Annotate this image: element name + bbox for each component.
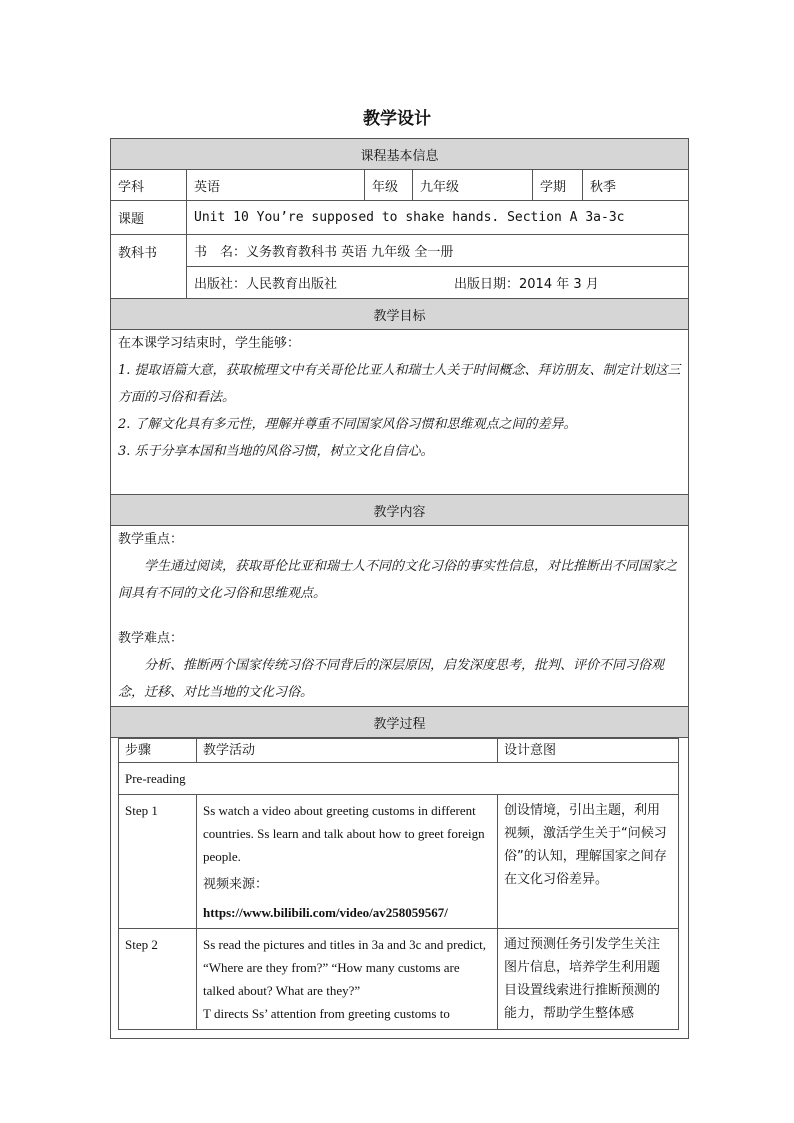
- subject-value: 英语: [187, 170, 365, 201]
- topic-label: 课题: [111, 201, 187, 235]
- column-header-intent: 设计意图: [498, 739, 679, 763]
- basic-info-header: 课程基本信息: [111, 139, 689, 170]
- column-header-step: 步骤: [119, 739, 197, 763]
- activity-text: T directs Ss’ attention from greeting customs to: [203, 1006, 450, 1021]
- column-header-activity: 教学活动: [197, 739, 498, 763]
- document-title: 教学设计: [363, 109, 431, 129]
- textbook-label: 教科书: [111, 235, 187, 299]
- publisher: 出版社：人民教育出版社: [194, 277, 338, 292]
- publish-date: 出版日期：2014 年 3 月: [454, 277, 599, 292]
- content-header: 教学内容: [111, 495, 689, 526]
- video-source-label: 视频来源：: [203, 876, 269, 891]
- step-cell: Step 2: [119, 929, 197, 1030]
- publisher-line: [187, 266, 688, 298]
- objective-item: 3. 乐于分享本国和当地的风俗习惯，树立文化自信心。: [118, 444, 434, 459]
- grade-label: 年级: [365, 170, 413, 201]
- textbook-info: [187, 235, 689, 299]
- video-url-link[interactable]: https://www.bilibili.com/video/av258059567/: [203, 905, 448, 920]
- process-header: 教学过程: [111, 707, 689, 738]
- objective-item: 1. 提取语篇大意，获取梳理文中有关哥伦比亚人和瑞士人关于时间概念、拜访朋友、制定计划这三方面的习俗和看法。: [118, 363, 681, 405]
- step-cell: Step 1: [119, 795, 197, 929]
- term-label: 学期: [533, 170, 583, 201]
- activity-text: Ss read the pictures and titles in 3a and 3c and predict, “Where are they from?” “How many customs are talked about? What are they?”: [203, 937, 487, 998]
- key-points-text: 学生通过阅读，获取哥伦比亚和瑞士人不同的文化习俗的事实性信息，对比推断出不同国家之间具有不同的文化习俗和思维观点。: [118, 559, 678, 601]
- difficulty-text: 分析、推断两个国家传统习俗不同背后的深层原因，启发深度思考，批判、评价不同习俗观念，迁移、对比当地的文化习俗。: [118, 658, 665, 700]
- activity-cell: [197, 795, 498, 929]
- process-body: [111, 738, 689, 1039]
- term-value: 秋季: [583, 170, 689, 201]
- phase-row: Pre-reading: [119, 763, 679, 795]
- content-body: [111, 526, 689, 707]
- objectives-header: 教学目标: [111, 299, 689, 330]
- key-points-label: 教学重点：: [118, 532, 184, 547]
- activity-cell: [197, 929, 498, 1030]
- objectives-intro: 在本课学习结束时，学生能够：: [118, 336, 301, 351]
- topic-value: Unit 10 You’re supposed to shake hands. Section A 3a-3c: [187, 201, 689, 235]
- process-table: [118, 738, 679, 1030]
- book-name: 书 名：义务教育教科书 英语 九年级 全一册: [194, 245, 454, 260]
- objective-item: 2. 了解文化具有多元性，理解并尊重不同国家风俗习惯和思维观点之间的差异。: [118, 417, 577, 432]
- objectives-body: [111, 330, 689, 495]
- subject-label: 学科: [111, 170, 187, 201]
- difficulty-label: 教学难点：: [118, 631, 184, 646]
- grade-value: 九年级: [413, 170, 533, 201]
- lesson-plan-table: [110, 138, 689, 1039]
- intent-cell: 通过预测任务引发学生关注图片信息，培养学生利用题目设置线索进行推断预测的能力，帮助学生整体感: [498, 929, 679, 1030]
- activity-text: Ss watch a video about greeting customs in different countries. Ss learn and talk about how to greet foreign people.: [203, 803, 485, 864]
- intent-cell: 创设情境，引出主题，利用视频，激活学生关于“问候习俗”的认知，理解国家之间存在文化习俗差异。: [498, 795, 679, 929]
